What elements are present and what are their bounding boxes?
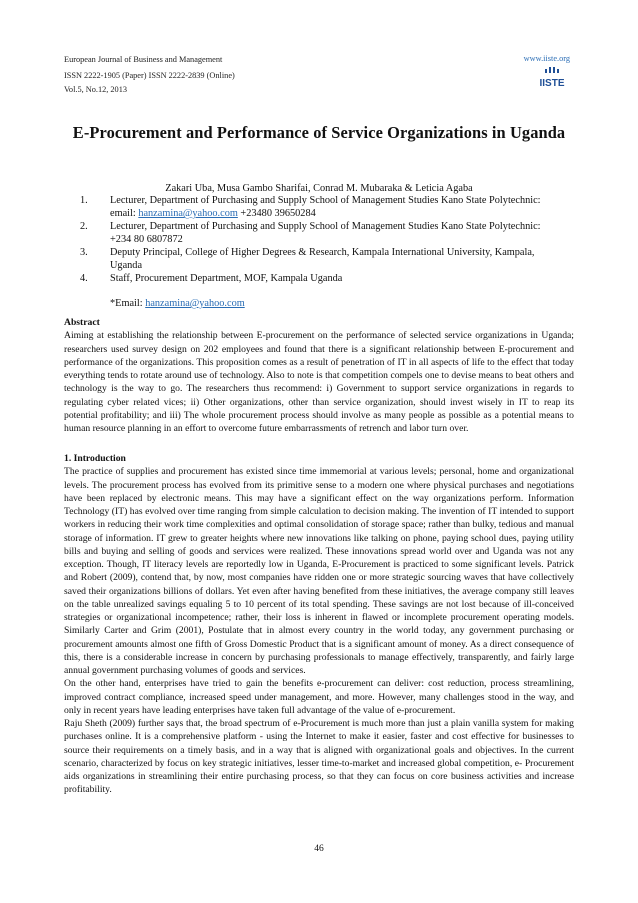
issn-line: ISSN 2222-1905 (Paper) ISSN 2222-2839 (Online) xyxy=(64,71,235,80)
intro-paragraph: The practice of supplies and procurement has existed since time immemorial at various levels; personal, home and organizational levels. The procurement process has evolved from its primitive sense to a modern one where physical purchases and negotiations have been replaced by electronic means. This may have a significant effect on the way organizations perform. Information Technology (IT) has evolved over time ranging from simple calculation to decision making. The invention of IT intended to support workers in reducing their work time complexities and optimal consolidation of storage space; rather than bulky, tedious and manual storage of information. IT grew to greater heights where new innovations like talking on phone, paying school dues, paying utility bills and buying and selling of goods and services were realized. These innovations spread world over and Uganda was not any exception. Though, IT literacy levels are reportedly low in Uganda, E-Procurement is practiced to some significant levels. Patrick and Robert (2009), contend that, by now, most companies have ridden one or more strategic sourcing waves that have collectively saved their organizations billions of dollars. Yet even after having benefited from these initiatives, the average company still leaves on the table unrealized savings equaling 5 to 10 percent of its total spending. These savings are not lost because of ill-conceived strategies or organizational incompetence; rather, their loss is inherent in flawed or incomplete procurement operating models. Similarly Carter and Grim (2001), Postulate that in almost every country in the world today, any government purchasing or procurement amounts almost one fifth of Gross Domestic Product that is a significant amount of money. As a direct consequence of this, there is a considerable increase in concern by purchasing professionals to manage effectively, transparently, and fairly large annual government purchasing volumes of goods and services. xyxy=(64,466,574,676)
journal-url-link[interactable]: www.iiste.org xyxy=(523,54,570,63)
journal-name: European Journal of Business and Management xyxy=(64,55,223,64)
corresponding-email: *Email: hanzamina@yahoo.com xyxy=(110,298,245,309)
author-email-link[interactable]: hanzamina@yahoo.com xyxy=(138,208,238,219)
affiliation-item: 2. Lecturer, Department of Purchasing and Supply School of Management Studies Kano State Polytechnic: +234 80 6807872 xyxy=(80,221,541,245)
corresponding-email-link[interactable]: hanzamina@yahoo.com xyxy=(145,298,245,309)
page-number: 46 xyxy=(314,844,324,854)
affiliation-item: 1. Lecturer, Department of Purchasing and Supply School of Management Studies Kano State Polytechnic: email: hanzamina@yahoo.com +23480 39650284 xyxy=(80,195,541,219)
svg-text:IISTE: IISTE xyxy=(539,78,565,89)
abstract-heading: Abstract xyxy=(64,317,100,328)
paper-title: E-Procurement and Performance of Service Organizations in Uganda xyxy=(72,123,566,142)
affiliation-list xyxy=(80,194,566,285)
introduction-section xyxy=(64,452,574,797)
affiliation-item: 4. Staff, Procurement Department, MOF, Kampala Uganda xyxy=(80,273,343,284)
intro-paragraph: On the other hand, enterprises have tried to gain the benefits e-procurement can deliver: cost reduction, process streamlining, improved contract compliance, increased speed under management, and more. However, many challenges stood in the way, and only in recent years have leading enterprises have taken full advantage of the value of e-procurement. xyxy=(64,678,574,716)
iiste-logo xyxy=(535,66,569,90)
intro-paragraph: Raju Sheth (2009) further says that, the broad spectrum of e-Procurement is much more than just a plain vanilla system for making purchases online. It is a comprehensive platform - using the Internet to make it easier, faster and cost effective for businesses to source their requirements on a timely basis, and in a way that is aligned with organizational goals and objectives. In the current scenario, characterized by focus on key strategic initiatives, lesser time-to-market and increased global competition, e- Procurement aids organizations in streamlining their entire purchasing process, so that they can focus on core business activities and increase profitability. xyxy=(64,718,574,796)
abstract-text: Aiming at establishing the relationship between E-procurement on the performance of selected service organizations in Uganda; researchers used survey design on 202 employees and found that there is a significant relationship between E-procurement and performance of the organizations. This proposition comes as a result of penetration of IT in all aspects of life to the effect that today everything tends to rotate around use of technology. Also to note is that competition compels one to devise means to beat others and technology is the way to go. The researchers thus recommend: i) Government to support service organizations in regards to regulating cyber related vices; ii) Other organizations, other than service organization, should invest wisely in IT to reap its potential profitability; and iii) The whole procurement process should involve as many people as possible as a potential means to human resource planning in an effort to overcome future embarrassments of retrench and labor turn over. xyxy=(64,330,574,434)
abstract-section xyxy=(64,316,574,435)
introduction-heading: 1. Introduction xyxy=(64,453,126,464)
volume-line: Vol.5, No.12, 2013 xyxy=(64,85,127,94)
authors-line: Zakari Uba, Musa Gambo Sharifai, Conrad M. Mubaraka & Leticia Agaba xyxy=(165,183,473,194)
affiliation-item: 3. Deputy Principal, College of Higher Degrees & Research, Kampala International University, Kampala, Uganda xyxy=(80,247,535,271)
